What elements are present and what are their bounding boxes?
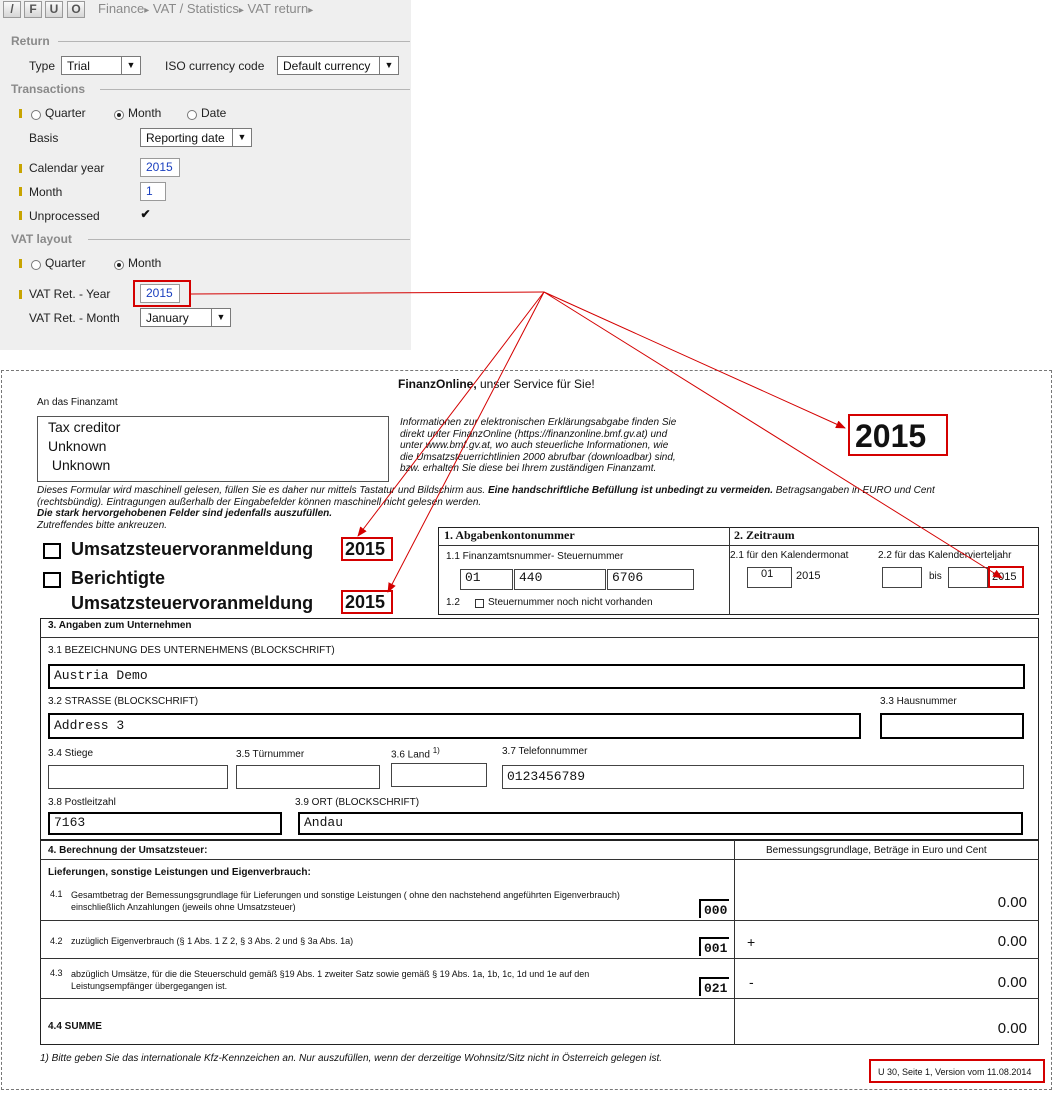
chevron-right-icon: ▸ [144,5,150,16]
f33-label: 3.3 Hausnummer [880,696,957,707]
sec4-column-header: Bemessungsgrundlage, Beträge in Euro und Cent [766,845,987,856]
arrow-to-berichtigte [388,292,544,592]
arrow-to-quarter-year [544,292,1002,578]
type-select[interactable]: Trial ▼ [61,56,141,75]
vat-radio-quarter-label: Quarter [45,256,86,270]
f34-label: 3.4 Stiege [48,748,94,759]
street-field[interactable]: Address 3 [48,713,861,739]
type-label: Type [29,59,56,73]
vat-radio-month-label: Month [128,256,162,270]
sec1-title: 1. Abgabenkontonummer [444,528,575,542]
unprocessed-label: Unprocessed [29,209,100,223]
notice-text: Dieses Formular wird maschinell gelesen, füllen Sie es daher nur mittels Tastatur und Bildschirm aus. Eine handschriftliche Befüllung ist unbedingt zu vermeiden. Betragsangaben in EURO und Cent (rechtsbündig). Eintragungen außerhalb der Eingabefelder können maschinell nicht gelesen werden. Die stark hervorgehobenen Felder sind jedenfalls auszufüllen. Zutreffendes bitte ankreuzen. [37,485,935,531]
voranmeldung-label: Umsatzsteuervoranmeldung [71,539,314,559]
toolbar-button-u[interactable]: U [45,1,63,18]
period-month[interactable]: 01 [747,567,792,588]
unprocessed-checkbox[interactable]: ✔ [140,207,151,221]
row-4-1-number: 4.1 [50,889,63,899]
tax-number-part-1[interactable]: 440 [514,569,606,590]
section-transactions: Transactions [11,82,86,96]
berichtigte-year: 2015 [345,592,386,612]
company-name-field[interactable]: Austria Demo [48,664,1025,689]
sec2-1-label: 2.1 für den Kalendermonat [730,550,849,561]
toolbar-button-o[interactable]: O [67,1,85,18]
row-4-3-text: abzüglich Umsätze, für die die Steuerschuld gemäß §19 Abs. 1 zweiter Satz sowie gemäß § 19 Abs. 1a, 1b, 1c, 1d und 1e auf den Leistungsempfänger übergegangen ist. [71,969,590,991]
toolbar-button-slash[interactable]: / [3,1,21,18]
radio-month-label: Month [128,106,162,120]
arrow-to-callout [544,292,845,428]
section-return: Return [11,34,50,48]
chevron-down-icon: ▼ [121,57,140,74]
arrow-to-voranmeldung [358,292,544,536]
row-4-1-code: 000 [699,899,729,918]
breadcrumb-item-finance[interactable]: Finance [98,1,145,16]
currency-label: ISO currency code [165,59,265,73]
sec1-2-text: Steuernummer noch nicht vorhanden [488,597,653,608]
row-4-2-number: 4.2 [50,936,63,946]
row-4-2-amount[interactable]: 0.00 [997,933,1027,950]
chevron-right-icon: ▸ [238,5,244,16]
row-4-3-number: 4.3 [50,968,63,978]
f37-label: 3.7 Telefonnummer [502,746,588,757]
row-4-3-amount[interactable]: 0.00 [997,974,1027,991]
recipient-label: An das Finanzamt [37,397,118,408]
chevron-right-icon: ▸ [308,5,314,16]
postal-code-field[interactable]: 7163 [48,812,282,835]
sec1-2-label: 1.2 [446,597,460,608]
sec2-2-label: 2.2 für das Kalendervierteljahr [878,550,1012,561]
vat-month-select[interactable]: January ▼ [140,308,231,327]
row-4-1-text: Gesamtbetrag der Bemessungsgrundlage für Lieferungen und sonstige Leistungen ( ohne den nachstehend angeführten Eigenverbrauch) einschließlich Anzahlungen (jeweils ohne Umsatzsteuer) [71,890,620,912]
berichtigte-label-2: Umsatzsteuervoranmeldung [71,593,314,613]
vat-year-input[interactable]: 2015 [140,284,180,303]
vat-year-label: VAT Ret. - Year [29,287,111,301]
form-header: FinanzOnline, unser Service für Sie! [398,377,595,391]
basis-select[interactable]: Reporting date ▼ [140,128,252,147]
tax-number-part-2[interactable]: 6706 [607,569,694,590]
month-input[interactable]: 1 [140,182,166,201]
sec2-title: 2. Zeitraum [734,528,795,542]
f35-label: 3.5 Türnummer [236,749,305,760]
row-4-4-amount[interactable]: 0.00 [997,1020,1027,1037]
year-callout-value: 2015 [855,418,927,454]
arrow-line [191,292,544,294]
recipient-line: Unknown [48,457,111,473]
footnote: 1) Bitte geben Sie das internationale Kfz-Kennzeichen an. Nur auszufüllen, wenn der derzeitige Wohnsitz/Sitz nicht in Österreich gelegen ist. [40,1053,663,1064]
currency-select[interactable]: Default currency ▼ [277,56,399,75]
info-text: Informationen zur elektronischen Erklärungsabgabe finden Sie direkt unter FinanzOnline (https://finanzonline.bmf.gv.at) und unter www.bmf.gv.at, wo auch steuerliche Informationen, wie die Umsatzsteuerrichtlinien 2000 abrufbar (downloadbar) sind, bzw. erhalten Sie diese bei Ihrem zuständigen Finanzamt. [400,417,677,474]
city-field[interactable]: Andau [298,812,1023,835]
sec4-subtitle: Lieferungen, sonstige Leistungen und Eigenverbrauch: [48,867,311,878]
row-4-1-amount[interactable]: 0.00 [997,894,1027,911]
sec4-title: 4. Berechnung der Umsatzsteuer: [48,845,208,856]
voranmeldung-year: 2015 [345,539,386,559]
chevron-down-icon: ▼ [379,57,398,74]
breadcrumb-item-vat-return[interactable]: VAT return [247,1,309,16]
phone-field[interactable]: 0123456789 [502,765,1024,789]
row-4-2-text: zuzüglich Eigenverbrauch (§ 1 Abs. 1 Z 2, § 3 Abs. 2 und § 3a Abs. 1a) [71,936,354,946]
recipient-line: Tax creditor [48,419,121,435]
f39-label: 3.9 ORT (BLOCKSCHRIFT) [295,797,420,808]
row-4-2-code: 001 [699,937,729,956]
calendar-year-input[interactable]: 2015 [140,158,180,177]
chevron-down-icon: ▼ [211,309,230,326]
berichtigte-label: Berichtigte [71,568,166,588]
breadcrumb-item-vat-statistics[interactable]: VAT / Statistics [152,1,239,16]
basis-label: Basis [29,131,59,145]
f36-label: 3.6 Land $^{1)}$ [391,746,440,761]
row-4-3-code: 021 [699,977,729,996]
recipient-line: Unknown [48,438,107,454]
chevron-down-icon: ▼ [232,129,251,146]
month-label: Month [29,185,63,199]
f31-label: 3.1 BEZEICHNUNG DES UNTERNEHMENS (BLOCKSCHRIFT) [48,645,335,656]
tax-office-number[interactable]: 01 [460,569,513,590]
f38-label: 3.8 Postleitzahl [48,797,116,808]
version-label: U 30, Seite 1, Version vom 11.08.2014 [878,1067,1032,1077]
minus-sign: - [749,974,754,990]
radio-quarter-label: Quarter [45,106,86,120]
calendar-year-label: Calendar year [29,161,105,175]
radio-date-label: Date [201,106,227,120]
bis-label: bis [929,571,942,582]
toolbar-button-f[interactable]: F [24,1,42,18]
sec3-title: 3. Angaben zum Unternehmen [48,620,192,631]
vat-month-label: VAT Ret. - Month [29,311,120,325]
row-4-4-label: 4.4 SUMME [48,1021,102,1032]
plus-sign: + [747,934,756,950]
f32-label: 3.2 STRASSE (BLOCKSCHRIFT) [48,696,199,707]
quarter-year: 2015 [992,571,1017,583]
period-month-year: 2015 [796,570,821,582]
section-vat-layout: VAT layout [11,232,72,246]
sec1-1-label: 1.1 Finanzamtsnummer- Steuernummer [446,551,624,562]
